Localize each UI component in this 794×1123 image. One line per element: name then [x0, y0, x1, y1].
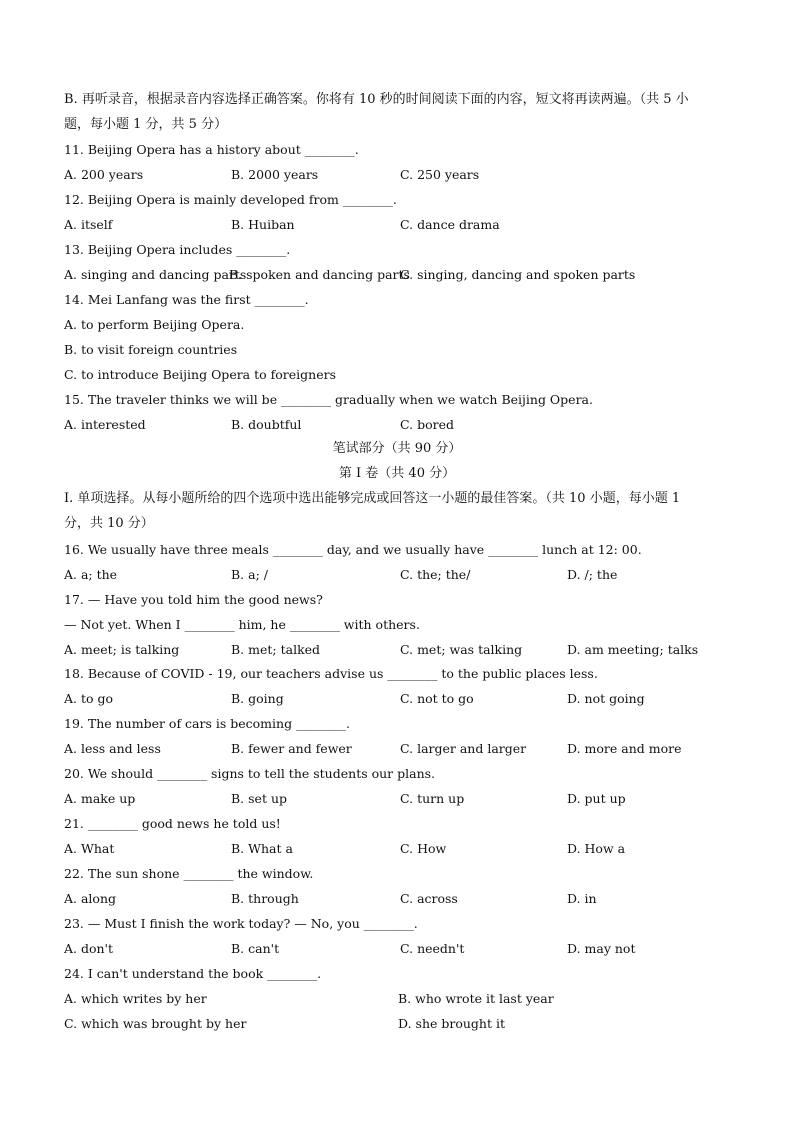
question-20: 20. We should ________ signs to tell the students our plans.: [64, 766, 436, 781]
q17-option-a: A. meet; is talking: [64, 642, 180, 657]
q21-option-a: A. What: [64, 841, 115, 856]
volume-title: 第 I 卷（共 40 分）: [338, 466, 456, 481]
q22-option-c: C. across: [400, 891, 458, 906]
q21-option-b: B. What a: [231, 841, 293, 856]
section-b-instruction-cont: 题，每小题 1 分，共 5 分）: [64, 117, 228, 132]
q12-option-b: B. Huiban: [231, 217, 295, 232]
q11-option-a: A. 200 years: [64, 167, 144, 182]
question-17-cont: — Not yet. When I ________ him, he ________ with others.: [64, 617, 420, 632]
q14-option-a: A. to perform Beijing Opera.: [64, 317, 245, 332]
question-16: 16. We usually have three meals ________ day, and we usually have ________ lunch at 12: 00.: [64, 542, 642, 557]
q17-option-d: D. am meeting; talks: [567, 642, 699, 657]
question-21: 21. ________ good news he told us!: [64, 816, 281, 831]
q16-option-a: A. a; the: [64, 567, 118, 582]
q17-option-c: C. met; was talking: [400, 642, 523, 657]
q20-option-b: B. set up: [231, 791, 287, 806]
q16-option-d: D. /; the: [567, 567, 618, 582]
question-22: 22. The sun shone ________ the window.: [64, 866, 314, 881]
q15-option-c: C. bored: [400, 417, 454, 432]
question-15: 15. The traveler thinks we will be ________ gradually when we watch Beijing Opera.: [64, 392, 593, 407]
q13-option-a: A. singing and dancing parts: [64, 267, 247, 282]
q20-option-c: C. turn up: [400, 791, 465, 806]
section-i-instruction-cont: 分，共 10 分）: [64, 516, 154, 531]
question-19: 19. The number of cars is becoming ________.: [64, 716, 351, 731]
q19-option-a: A. less and less: [64, 741, 161, 756]
q19-option-b: B. fewer and fewer: [231, 741, 352, 756]
q18-option-c: C. not to go: [400, 691, 474, 706]
q15-option-b: B. doubtful: [231, 417, 302, 432]
q14-option-b: B. to visit foreign countries: [64, 342, 238, 357]
q24-option-d: D. she brought it: [398, 1016, 505, 1031]
q12-option-c: C. dance drama: [400, 217, 500, 232]
q17-option-b: B. met; talked: [231, 642, 321, 657]
q24-option-c: C. which was brought by her: [64, 1016, 247, 1031]
q13-option-c: C. singing, dancing and spoken parts: [400, 267, 636, 282]
q15-option-a: A. interested: [64, 417, 146, 432]
q19-option-c: C. larger and larger: [400, 741, 527, 756]
question-12: 12. Beijing Opera is mainly developed from ________.: [64, 192, 397, 207]
q23-option-d: D. may not: [567, 941, 636, 956]
q24-option-b: B. who wrote it last year: [398, 991, 554, 1006]
q14-option-c: C. to introduce Beijing Opera to foreigners: [64, 367, 336, 382]
q20-option-a: A. make up: [64, 791, 136, 806]
q20-option-d: D. put up: [567, 791, 626, 806]
q22-option-b: B. through: [231, 891, 299, 906]
question-23: 23. — Must I finish the work today? — No, you ________.: [64, 916, 418, 931]
question-14: 14. Mei Lanfang was the first ________.: [64, 292, 309, 307]
q18-option-b: B. going: [231, 691, 284, 706]
q23-option-b: B. can't: [231, 941, 280, 956]
q18-option-a: A. to go: [64, 691, 114, 706]
q22-option-d: D. in: [567, 891, 597, 906]
question-11: 11. Beijing Opera has a history about ________.: [64, 142, 359, 157]
q21-option-c: C. How: [400, 841, 447, 856]
q19-option-d: D. more and more: [567, 741, 682, 756]
q24-option-a: A. which writes by her: [64, 991, 207, 1006]
q12-option-a: A. itself: [64, 217, 113, 232]
question-24: 24. I can't understand the book ________.: [64, 966, 322, 981]
q11-option-b: B. 2000 years: [231, 167, 319, 182]
q23-option-c: C. needn't: [400, 941, 465, 956]
q23-option-a: A. don't: [64, 941, 114, 956]
q11-option-c: C. 250 years: [400, 167, 480, 182]
q16-option-b: B. a; /: [231, 567, 268, 582]
section-i-instruction: I. 单项选择。从每小题所给的四个选项中选出能够完成或回答这一小题的最佳答案。（共 10 小题，每小题 1: [64, 491, 681, 506]
question-18: 18. Because of COVID - 19, our teachers advise us ________ to the public places less.: [64, 666, 598, 681]
section-b-instruction: B. 再听录音，根据录音内容选择正确答案。你将有 10 秒的时间阅读下面的内容，短文将再读两遍。（共 5 小: [64, 92, 689, 107]
written-part-title: 笔试部分（共 90 分）: [332, 441, 462, 456]
q18-option-d: D. not going: [567, 691, 645, 706]
q13-option-b: B. spoken and dancing parts: [229, 267, 410, 282]
q21-option-d: D. How a: [567, 841, 626, 856]
q16-option-c: C. the; the/: [400, 567, 471, 582]
question-13: 13. Beijing Opera includes ________.: [64, 242, 291, 257]
q22-option-a: A. along: [64, 891, 117, 906]
question-17: 17. — Have you told him the good news?: [64, 592, 323, 607]
